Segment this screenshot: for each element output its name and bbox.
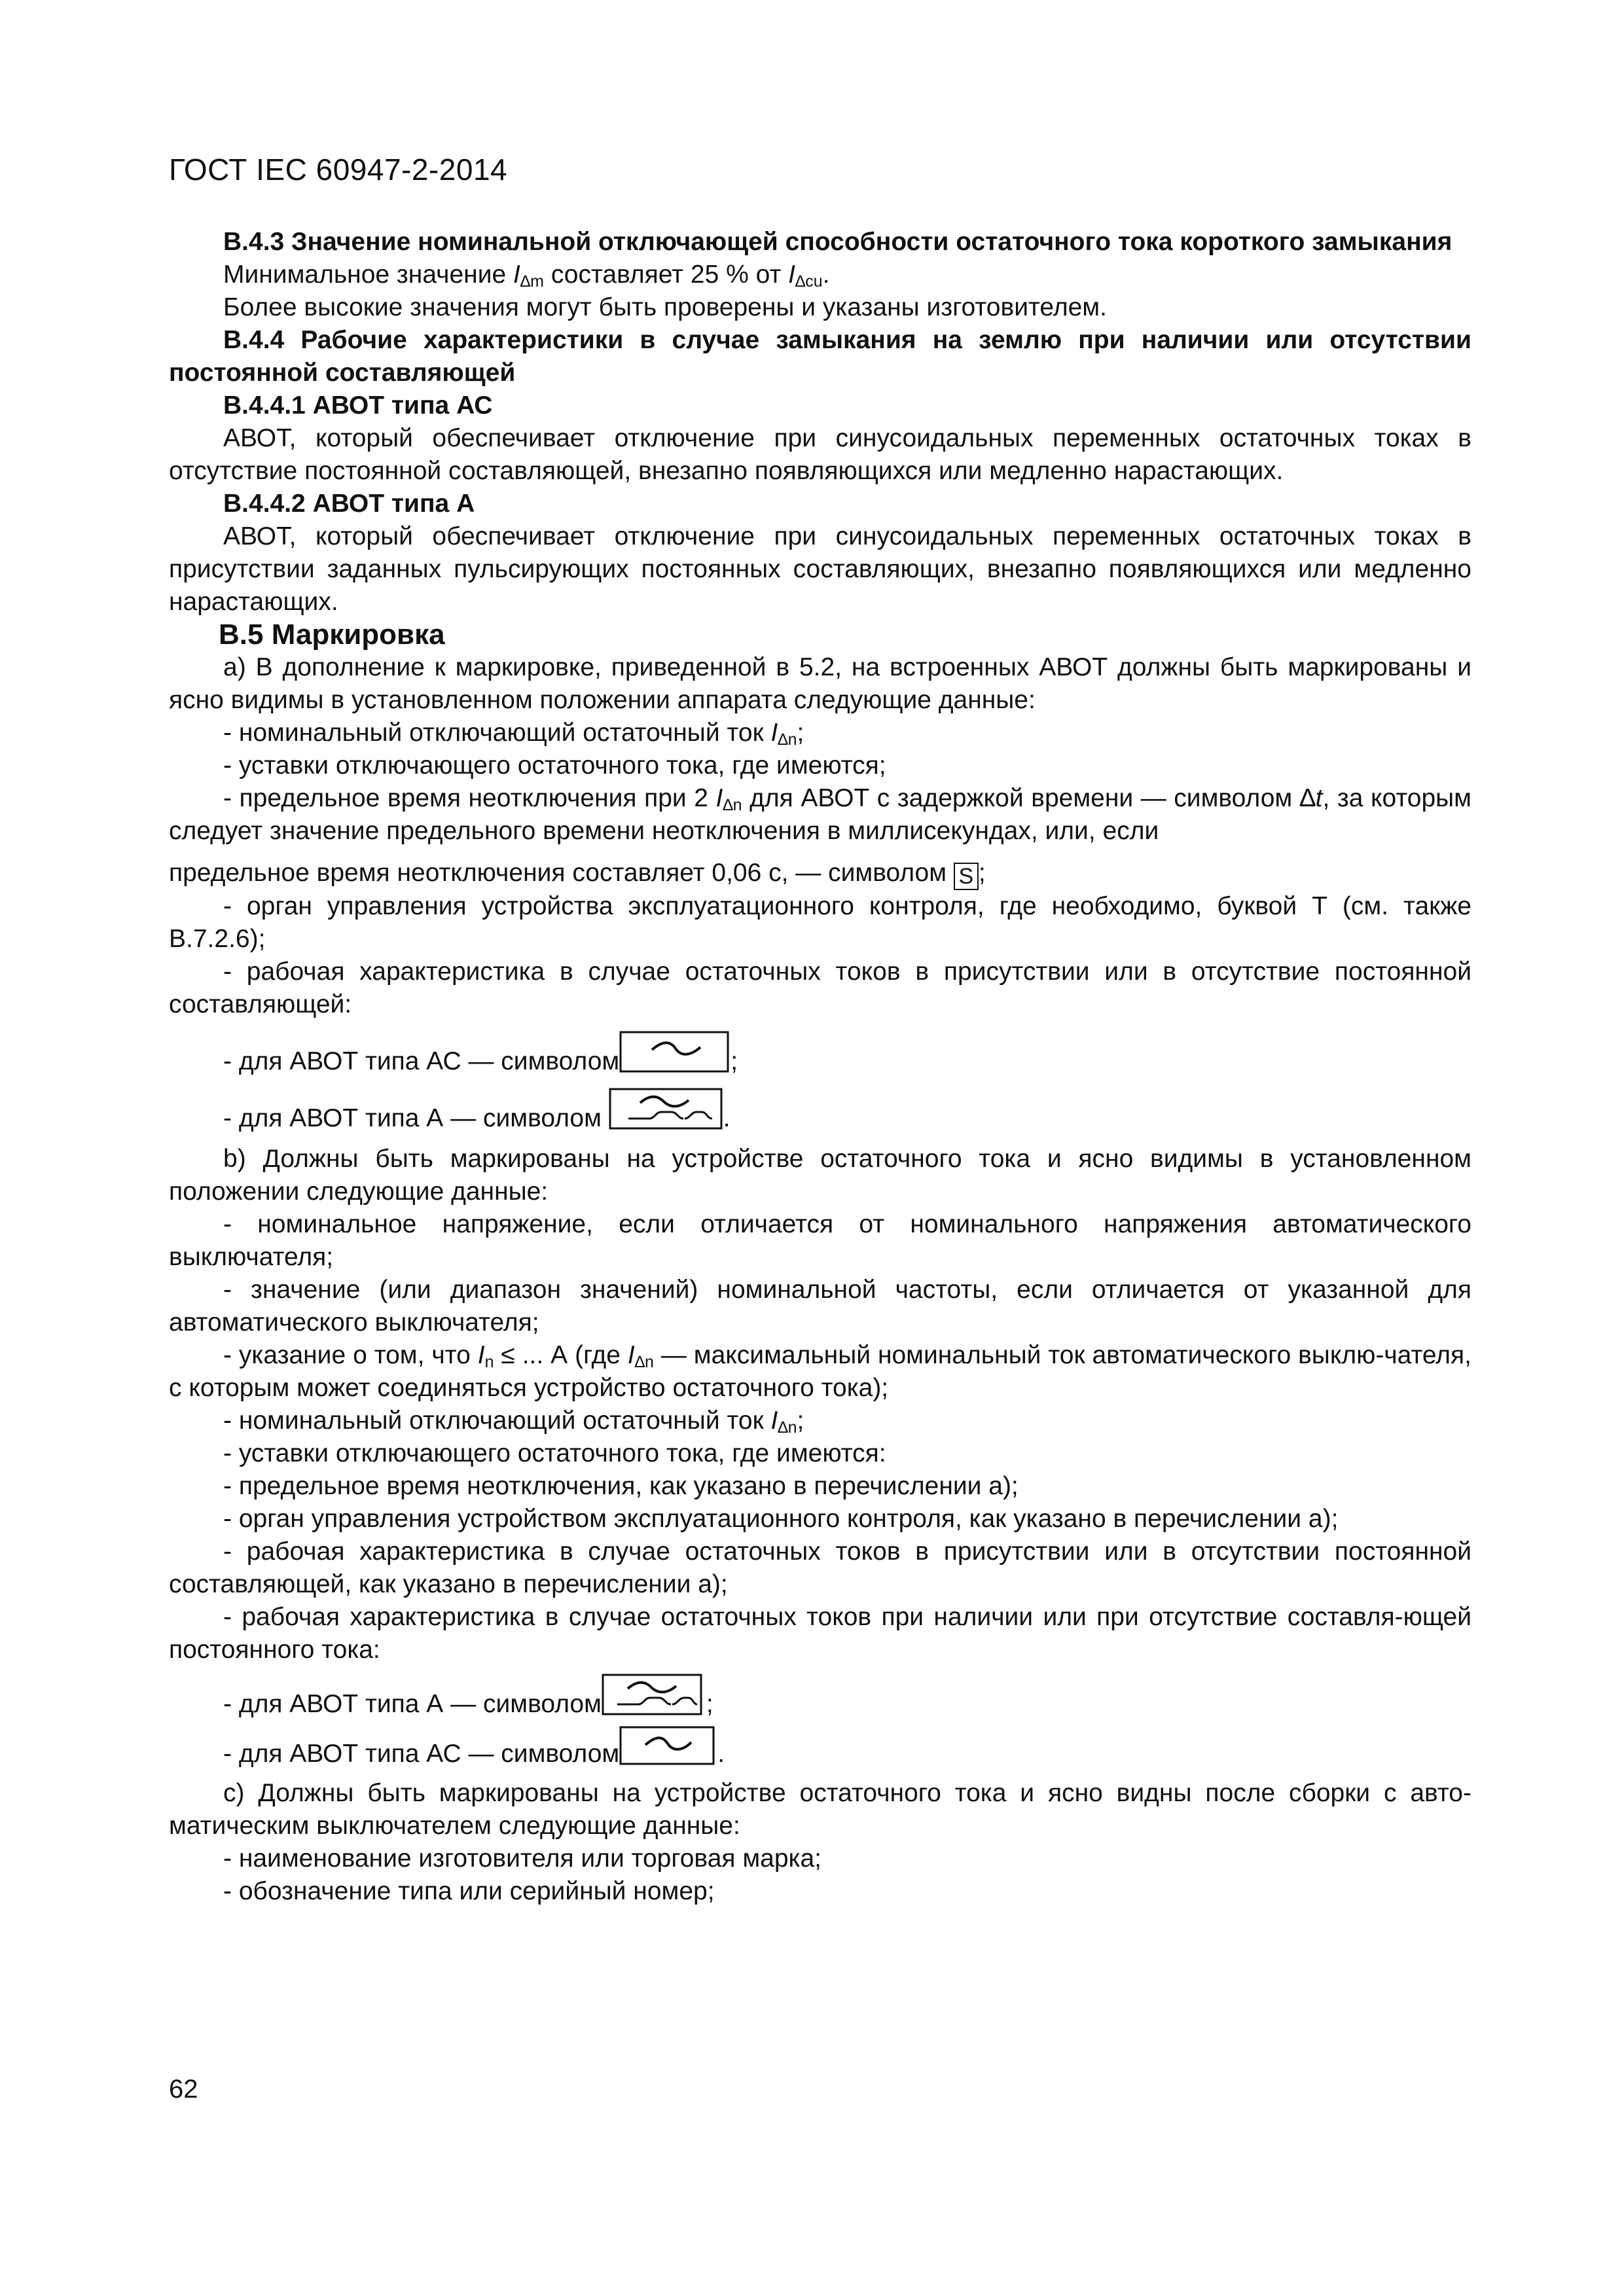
b43-min-value: Минимальное значение $I_{\Delta m}$ составляет 25 % от $I_{\Delta cu}$.: [223, 260, 830, 291]
section-b441-title: В.4.4.1 АВОТ типа АС: [223, 391, 493, 420]
b5-c-intro: с) Должны быть маркированы на устройстве остаточного тока и ясно видны после сборки с авто-матическим выключателем следующие данные:: [169, 1779, 1471, 1840]
b43-higher-values: Более высокие значения могут быть проверены и указаны изготовителем.: [223, 293, 1107, 321]
document-header: ГОСТ IEC 60947-2-2014: [169, 152, 508, 187]
b5-b-item-9: - рабочая характеристика в случае остаточных токов при наличии или при отсутствие составля-ющей постоянного тока:: [169, 1603, 1471, 1664]
section-b442-title: В.4.4.2 АВОТ типа А: [223, 490, 475, 518]
b5-b-item-7: - орган управления устройством эксплуатационного контроля, как указано в перечислении а);: [223, 1505, 1339, 1533]
document-body: [169, 226, 1471, 1908]
b441-text: АВОТ, который обеспечивает отключение при синусоидальных переменных остаточных токах в отсутствие постоянной составляющей, внезапно появляющихся или медленно нарастающих.: [169, 424, 1471, 485]
b5-b-item-3: - указание о том, что $I_n$ ≤ ... А (где $I_{\Delta n}$ — максимальный номинальный ток автоматического выклю-чателя, с которым может соединяться устройство остаточного тока);: [169, 1341, 1471, 1402]
b5-a-item-4: - орган управления устройства эксплуатационного контроля, где необходимо, буквой Т (см. также В.7.2.6);: [169, 892, 1471, 953]
b5-b-item-6: - предельное время неотключения, как указано в перечислении а);: [223, 1472, 1019, 1500]
b5-a-item-2: - уставки отключающего остаточного тока, где имеются;: [223, 751, 886, 780]
b5-a-item-3-cont: предельное время неотключения составляет 0,06 с, — символом S ;: [169, 859, 986, 889]
b5-c-item-1: - наименование изготовителя или торговая марка;: [223, 1844, 821, 1873]
b5-a-intro: а) В дополнение к маркировке, приведенной в 5.2, на встроенных АВОТ должны быть маркированы и ясно видимы в установленном положении аппарата следующие данные:: [169, 653, 1471, 714]
b5-b-item-5: - уставки отключающего остаточного тока, где имеются:: [223, 1439, 886, 1467]
b5-a-item-1: - номинальный отключающий остаточный ток $I_{\Delta n}$;: [223, 719, 804, 749]
b5-a-item-5: - рабочая характеристика в случае остаточных токов в присутствии или в отсутствие постоянной составляющей:: [169, 958, 1471, 1018]
s-symbol-icon: S: [954, 863, 979, 890]
a-type-symbol-icon: [609, 1087, 723, 1130]
b5-b-intro: b) Должны быть маркированы на устройстве остаточного тока и ясно видимы в установленном положении следующие данные:: [169, 1145, 1471, 1206]
b442-text: АВОТ, который обеспечивает отключение при синусоидальных переменных остаточных токах в присутствии заданных пульсирующих постоянных составляющих, внезапно появляющихся или медленно нарастающих.: [169, 522, 1471, 616]
b5-a-item-6: - для АВОТ типа АС — символом ;: [169, 1030, 1471, 1091]
a-type-symbol-icon-2: [602, 1673, 706, 1716]
b5-c-item-2: - обозначение типа или серийный номер;: [223, 1877, 715, 1905]
b5-b-item-2: - значение (или диапазон значений) номинальной частоты, если отличается от указанной для автоматического выключателя;: [169, 1276, 1471, 1336]
b5-a-item-3: - предельное время неотключения при 2 $I_{\Delta n}$ для АВОТ с задержкой времени — символом ∆t, за которым следует значение предельного времени неотключения в миллисекундах, или, если: [169, 784, 1471, 845]
ac-type-symbol-icon: [619, 1030, 731, 1073]
page-number: 62: [169, 2075, 198, 2104]
ac-type-symbol-icon-2: [619, 1725, 717, 1766]
section-b43-title: В.4.3 Значение номинальной отключающей способности остаточного тока короткого замыкания: [223, 228, 1453, 256]
section-b5-title: В.5 Маркировка: [219, 619, 445, 651]
b5-b-item-10: - для АВОТ типа А — символом ;: [169, 1673, 1471, 1734]
b5-b-item-8: - рабочая характеристика в случае остаточных токов в присутствии или в отсутствии постоянной составляющей, как указано в перечислении а);: [169, 1537, 1471, 1598]
section-b44-title: В.4.4 Рабочие характеристики в случае замыкания на землю при наличии или отсутствии постоянной составляющей: [169, 326, 1471, 387]
b5-b-item-4: - номинальный отключающий остаточный ток $I_{\Delta n}$;: [223, 1407, 804, 1437]
b5-a-item-7: - для АВОТ типа А — символом .: [169, 1087, 1471, 1148]
b5-b-item-11: - для АВОТ типа АС — символом .: [169, 1725, 1471, 1784]
b5-b-item-1: - номинальное напряжение, если отличается от номинального напряжения автоматического выключателя;: [169, 1210, 1471, 1271]
